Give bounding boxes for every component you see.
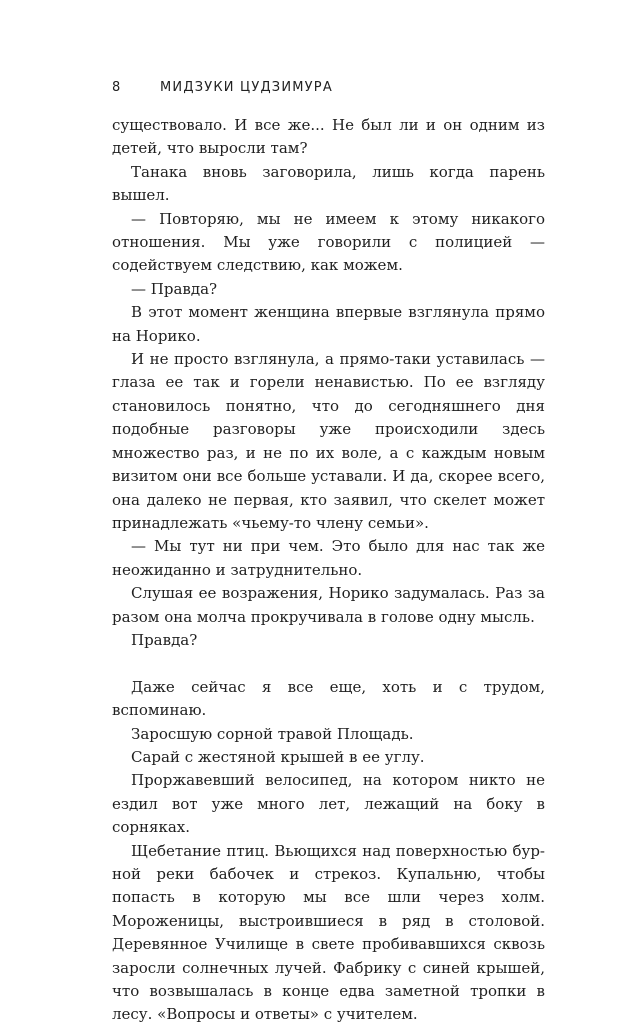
- paragraph: существовало. И все же... Не был ли и он одним из детей, что выросли там?: [112, 116, 545, 158]
- book-title: МИДЗУКИ ЦУДЗИМУРА: [160, 80, 333, 95]
- paragraph: В этот момент женщина впервые взглянула прямо на Норико.: [112, 303, 545, 345]
- dialogue-line: — Мы тут ни при чем. Это было для нас так же неожиданно и затруднительно.: [112, 537, 545, 579]
- paragraph: Правда?: [131, 630, 198, 649]
- paragraph: Танака вновь заговорила, лишь когда парень вышел.: [112, 162, 545, 205]
- running-head: [112, 80, 541, 98]
- paragraph: Слушая ее возражения, Норико задумалась. Раз за разом она молча прокручивала в голове одну мысль.: [112, 584, 545, 626]
- paragraph: Даже сейчас я все еще, хоть и с трудом, вспоминаю.: [112, 677, 545, 720]
- paragraph: И не просто взглянула, а прямо-таки уставилась — глаза ее так и горели ненавистью. По ее взгляду становилось понятно, что до сегодняшнего дня подобные разговоры уже происходили здесь множество раз, и не по их воле, а с каждым новым визитом они все больше уставали. И да, скорее всего, она далеко не первая, кто заявил, что скелет может принадлежать «чьему-то члену семьи».: [112, 350, 545, 532]
- paragraph: Заросшую сорной травой Площадь.: [131, 724, 414, 743]
- paragraph: Сарай с жестяной крышей в ее углу.: [131, 747, 425, 766]
- dialogue-line: — Правда?: [131, 279, 218, 298]
- paragraph: Щебетание птиц. Вьющихся над поверхностью бурной реки бабочек и стрекоз. Купальню, чтобы попасть в которую мы все шли через холм. Мороженицы, выстроившиеся в ряд в столовой. Деревянное Училище в свете пробивавшихся сквозь заросли солнечных лучей. Фабрику с синей крышей, что возвышалась в конце едва заметной тропки в лесу. «Вопросы и ответы» с учителем.: [112, 841, 545, 1024]
- dialogue-line: — Повторяю, мы не имеем к этому никакого отношения. Мы уже говорили с полицией — содействуем следствию, как можем.: [112, 209, 545, 275]
- page-number: 8: [112, 80, 122, 95]
- paragraph: Проржавевший велосипед, на котором никто не ездил вот уже много лет, лежащий на боку в сорняках.: [112, 771, 545, 837]
- body-text: [112, 114, 545, 1027]
